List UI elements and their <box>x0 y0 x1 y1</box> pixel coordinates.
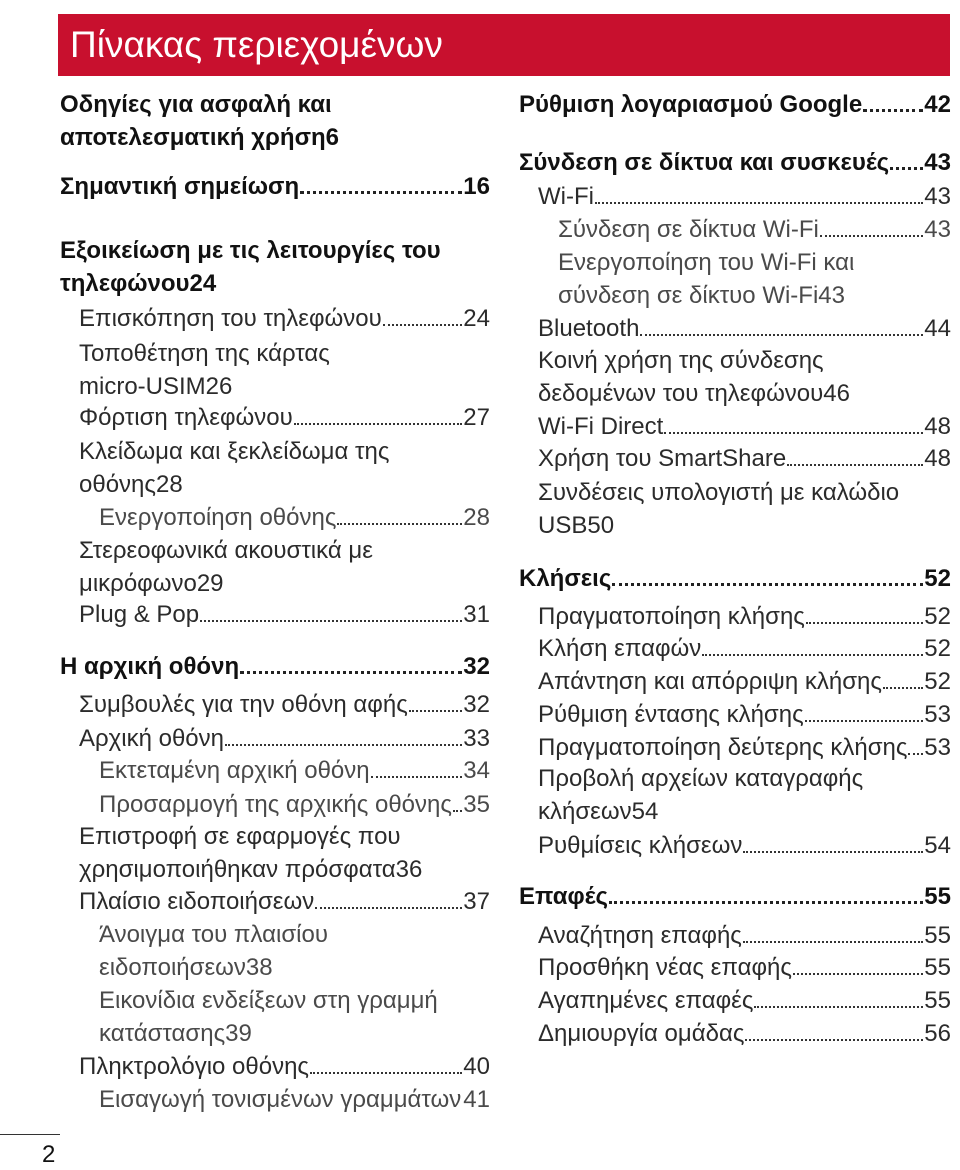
toc-entry-title: Απάντηση και απόρριψη κλήσης <box>538 668 882 695</box>
toc-entry[interactable] <box>538 951 951 984</box>
toc-entry[interactable] <box>99 984 490 1050</box>
toc-leader-dots <box>240 661 462 674</box>
toc-leader-dots <box>200 610 462 622</box>
toc-entry-title: Πληκτρολόγιο οθόνης <box>79 1053 309 1080</box>
toc-entry[interactable] <box>79 722 490 755</box>
toc-page-number: 56 <box>924 1020 951 1047</box>
toc-page-number: 36 <box>395 856 423 883</box>
toc-entry[interactable] <box>99 788 490 821</box>
toc-page-number: 44 <box>924 315 951 342</box>
toc-page-number: 16 <box>463 173 490 200</box>
toc-leader-dots <box>595 192 923 204</box>
toc-page-number: 28 <box>155 471 183 498</box>
toc-page-number: 43 <box>924 149 951 176</box>
toc-page-number: 39 <box>225 1020 252 1047</box>
toc-entry-title: Κλήσεις <box>519 565 612 592</box>
toc-entry-title: Ενεργοποίηση οθόνης <box>99 504 337 531</box>
toc-page-number: 41 <box>463 1086 490 1113</box>
page-title: Πίνακας περιεχομένων <box>70 24 443 65</box>
toc-entry-title-line: Συνδέσεις υπολογιστή με καλώδιο <box>538 479 900 506</box>
toc-entry[interactable] <box>60 234 490 300</box>
toc-entry-title: Σημαντική σημείωση <box>60 173 300 200</box>
toc-entry-title: Wi-Fi Direct <box>538 413 664 440</box>
toc-entry-title: Η αρχική οθόνη <box>60 653 240 680</box>
toc-entry[interactable] <box>79 302 490 335</box>
toc-leader-dots <box>890 157 923 170</box>
toc-leader-dots <box>743 931 923 943</box>
footer-rule <box>0 1134 60 1135</box>
toc-entry-title: Ρυθμίσεις κλήσεων <box>538 832 743 859</box>
toc-entry[interactable] <box>538 665 951 698</box>
toc-entry[interactable] <box>538 410 951 443</box>
toc-entry[interactable] <box>519 880 951 913</box>
toc-entry-title: οθόνης <box>79 471 156 498</box>
toc-entry[interactable] <box>79 820 490 886</box>
toc-page-number: 43 <box>924 183 951 210</box>
toc-entry-title: Κλήση επαφών <box>538 635 702 662</box>
toc-entry-title: micro-USIM <box>79 373 206 400</box>
toc-page-number: 46 <box>823 380 850 407</box>
toc-page-number: 42 <box>924 91 951 118</box>
toc-entry[interactable] <box>558 213 951 246</box>
toc-entry[interactable] <box>519 88 951 121</box>
toc-page-number: 37 <box>463 888 490 915</box>
toc-entry[interactable] <box>538 180 951 213</box>
toc-entry[interactable] <box>538 731 951 764</box>
header-banner <box>58 14 950 76</box>
toc-page-number: 48 <box>924 445 951 472</box>
toc-page-number: 32 <box>463 691 490 718</box>
toc-entry-title-line: Τοποθέτηση της κάρτας <box>79 340 330 367</box>
toc-page-number: 43 <box>818 282 845 309</box>
toc-page-number: 27 <box>463 404 490 431</box>
toc-leader-dots <box>754 996 923 1008</box>
toc-entry-title-line: Προβολή αρχείων καταγραφής <box>538 765 864 792</box>
toc-leader-dots <box>702 644 923 656</box>
toc-page-number: 38 <box>245 954 273 981</box>
toc-page-number: 43 <box>924 216 951 243</box>
toc-entry[interactable] <box>60 88 490 154</box>
toc-entry[interactable] <box>79 534 490 600</box>
toc-entry-title-line: Στερεοφωνικά ακουστικά με <box>79 537 373 564</box>
toc-entry-title: Wi-Fi <box>538 183 594 210</box>
toc-leader-dots <box>863 99 923 112</box>
toc-leader-dots <box>337 513 462 525</box>
toc-entry-title: τηλεφώνου <box>60 270 190 297</box>
toc-entry[interactable] <box>79 688 490 721</box>
toc-leader-dots <box>743 841 923 853</box>
toc-leader-dots <box>640 324 923 336</box>
toc-entry-title: Χρήση του SmartShare <box>538 445 787 472</box>
toc-page-number: 52 <box>924 668 951 695</box>
toc-entry[interactable] <box>99 754 490 787</box>
toc-leader-dots <box>612 573 923 586</box>
toc-page-number: 55 <box>924 922 951 949</box>
toc-entry-title: Πλαίσιο ειδοποιήσεων <box>79 888 315 915</box>
toc-entry-title-line: Επιστροφή σε εφαρμογές που <box>79 823 401 850</box>
toc-entry[interactable] <box>538 632 951 665</box>
toc-page-number: 31 <box>463 601 490 628</box>
toc-page-number: 55 <box>924 883 951 910</box>
toc-leader-dots <box>806 612 923 624</box>
toc-entry[interactable] <box>60 170 490 203</box>
toc-page-number: 55 <box>924 987 951 1014</box>
toc-entry-title: Εκτεταμένη αρχική οθόνη <box>99 757 370 784</box>
toc-leader-dots <box>225 734 462 746</box>
toc-entry[interactable] <box>79 885 490 918</box>
toc-entry[interactable] <box>99 918 490 984</box>
toc-entry[interactable] <box>538 344 951 410</box>
toc-page-number: 24 <box>189 270 217 297</box>
toc-entry-title-line: Κοινή χρήση της σύνδεσης <box>538 347 824 374</box>
toc-leader-dots <box>383 314 463 326</box>
toc-entry-title: Plug & Pop <box>79 601 200 628</box>
toc-entry[interactable] <box>519 146 951 179</box>
toc-page-number: 28 <box>463 504 490 531</box>
toc-entry[interactable] <box>538 984 951 1017</box>
toc-page-number: 55 <box>924 954 951 981</box>
toc-leader-dots <box>315 897 462 909</box>
toc-leader-dots <box>805 710 924 722</box>
toc-page-number: 54 <box>631 798 659 825</box>
toc-entry-title-line: Κλείδωμα και ξεκλείδωμα της <box>79 438 390 465</box>
toc-entry-title: Δημιουργία ομάδας <box>538 1020 745 1047</box>
toc-entry[interactable] <box>538 1017 951 1050</box>
toc-entry[interactable] <box>538 442 951 475</box>
toc-entry[interactable] <box>558 246 951 312</box>
toc-entry[interactable] <box>79 435 490 501</box>
toc-entry[interactable] <box>538 829 951 862</box>
toc-entry-title: Επαφές <box>519 883 608 910</box>
toc-leader-dots <box>745 1029 923 1041</box>
toc-page-number: 50 <box>587 512 615 539</box>
toc-entry-title: Προσθήκη νέας επαφής <box>538 954 792 981</box>
toc-page-number: 35 <box>463 791 490 818</box>
toc-page-number: 53 <box>924 701 951 728</box>
toc-leader-dots <box>294 413 463 425</box>
toc-entry-title: μικρόφωνο <box>79 570 197 597</box>
toc-entry-title: Αναζήτηση επαφής <box>538 922 742 949</box>
toc-leader-dots <box>300 181 462 194</box>
toc-entry[interactable] <box>538 762 951 828</box>
toc-entry[interactable] <box>79 337 490 403</box>
toc-page-number: 32 <box>463 653 490 680</box>
toc-leader-dots <box>820 225 923 237</box>
toc-page-number: 29 <box>196 570 224 597</box>
toc-page-number: 52 <box>924 635 951 662</box>
toc-entry-title: κλήσεων <box>538 798 632 825</box>
toc-entry-title: Φόρτιση τηλεφώνου <box>79 404 293 431</box>
toc-entry-title: Σύνδεση σε δίκτυα και συσκευές <box>519 149 890 176</box>
toc-entry-title-line: Άνοιγμα του πλαισίου <box>99 921 328 948</box>
toc-entry-title: κατάστασης <box>99 1020 226 1047</box>
toc-entry-title: Συμβουλές για την οθόνη αφής <box>79 691 408 718</box>
toc-leader-dots <box>310 1062 462 1074</box>
toc-leader-dots <box>787 454 923 466</box>
toc-leader-dots <box>409 700 463 712</box>
toc-entry-title: Προσαρμογή της αρχικής οθόνης <box>99 791 452 818</box>
toc-entry[interactable] <box>538 698 951 731</box>
toc-leader-dots <box>883 677 923 689</box>
toc-page-number: 6 <box>325 124 339 151</box>
toc-page-number: 26 <box>205 373 233 400</box>
toc-entry[interactable] <box>99 1083 490 1116</box>
toc-entry-title: χρησιμοποιήθηκαν πρόσφατα <box>79 856 396 883</box>
toc-entry[interactable] <box>538 476 951 542</box>
toc-entry-title-line: Ενεργοποίηση του Wi-Fi και <box>558 249 855 276</box>
toc-entry-title: σύνδεση σε δίκτυο Wi-Fi <box>558 282 819 309</box>
toc-page-number: 34 <box>463 757 490 784</box>
toc-entry[interactable] <box>79 401 490 434</box>
toc-leader-dots <box>908 743 923 755</box>
toc-page-number: 24 <box>463 305 490 332</box>
toc-leader-dots <box>371 766 463 778</box>
toc-page-number: 33 <box>463 725 490 752</box>
toc-entry[interactable] <box>79 598 490 631</box>
toc-entry[interactable] <box>99 501 490 534</box>
toc-entry-title: Ρύθμιση έντασης κλήσης <box>538 701 804 728</box>
toc-page-number: 53 <box>924 734 951 761</box>
toc-entry-title: Ρύθμιση λογαριασμού Google <box>519 91 863 118</box>
toc-entry[interactable] <box>60 650 490 683</box>
toc-entry-title: Σύνδεση σε δίκτυα Wi-Fi <box>558 216 819 243</box>
toc-leader-dots <box>664 422 923 434</box>
toc-page-number: 40 <box>463 1053 490 1080</box>
toc-entry-title: Εισαγωγή τονισμένων γραμμάτων <box>99 1086 462 1113</box>
toc-entry-title: ειδοποιήσεων <box>99 954 246 981</box>
toc-entry-title: Αρχική οθόνη <box>79 725 224 752</box>
toc-entry[interactable] <box>538 600 951 633</box>
toc-entry[interactable] <box>538 919 951 952</box>
toc-entry-title: USB <box>538 512 588 539</box>
toc-entry[interactable] <box>519 562 951 595</box>
toc-entry-title: αποτελεσματική χρήση <box>60 124 326 151</box>
toc-entry-title-line: Εικονίδια ενδείξεων στη γραμμή <box>99 987 438 1014</box>
toc-page-number: 52 <box>924 565 951 592</box>
toc-entry-title-line: Οδηγίες για ασφαλή και <box>60 91 332 118</box>
toc-entry[interactable] <box>538 312 951 345</box>
toc-leader-dots <box>609 891 923 904</box>
toc-entry-title: Επισκόπηση του τηλεφώνου <box>79 305 382 332</box>
toc-page-number: 48 <box>924 413 951 440</box>
toc-entry-title: Αγαπημένες επαφές <box>538 987 754 1014</box>
toc-entry-title: Πραγματοποίηση δεύτερης κλήσης <box>538 734 908 761</box>
toc-leader-dots <box>793 963 923 975</box>
toc-page-number: 52 <box>924 603 951 630</box>
toc-leader-dots <box>453 800 462 812</box>
toc-entry[interactable] <box>79 1050 490 1083</box>
page-number: 2 <box>42 1141 56 1168</box>
toc-page-number: 54 <box>924 832 951 859</box>
toc-entry-title: Bluetooth <box>538 315 640 342</box>
toc-entry-title: δεδομένων του τηλεφώνου <box>538 380 824 407</box>
toc-entry-title: Πραγματοποίηση κλήσης <box>538 603 805 630</box>
toc-entry-title-line: Εξοικείωση με τις λειτουργίες του <box>60 237 441 264</box>
